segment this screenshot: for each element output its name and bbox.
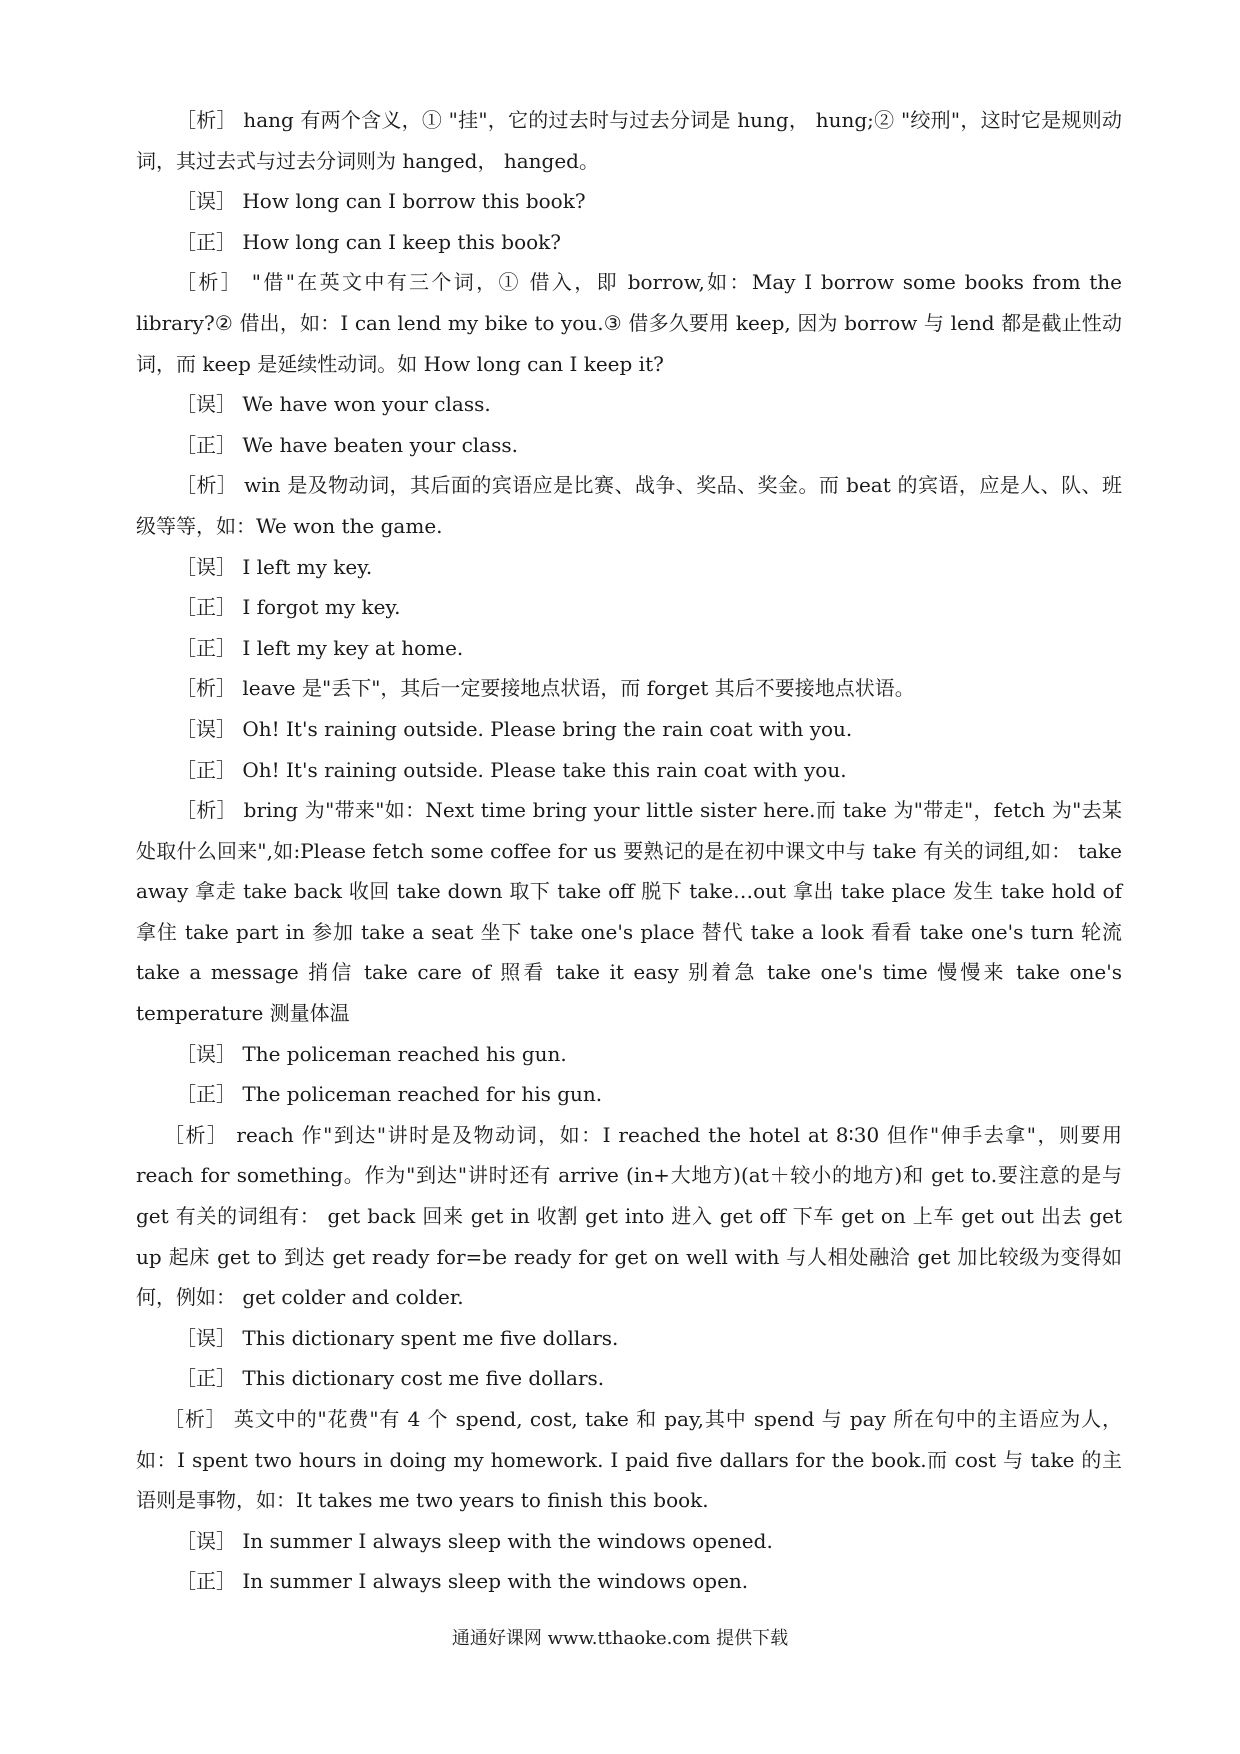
paragraph-wrong-reached: ［误］ The policeman reached his gun. xyxy=(176,1041,567,1066)
document-body xyxy=(136,100,1122,1602)
paragraph-correct-keep: ［正］ How long can I keep this book? xyxy=(176,229,562,254)
paragraph-wrong-spent: ［误］ This dictionary spent me five dollars. xyxy=(176,1325,619,1350)
paragraph-analysis-spend: ［析］ 英文中的"花费"有 4 个 spend, cost, take 和 pay,其中 spend 与 pay 所在句中的主语应为人，如：I spent two hours in doing my homework. I paid five dallars for the book.而 cost 与 take 的主语则是事物，如：It takes me two years to finish this book. xyxy=(136,1407,1122,1513)
paragraph-analysis-win: ［析］ win 是及物动词，其后面的宾语应是比赛、战争、奖品、奖金。而 beat 的宾语，应是人、队、班级等等，如：We won the game. xyxy=(136,473,1122,538)
paragraph-correct-cost: ［正］ This dictionary cost me five dollars. xyxy=(176,1366,605,1391)
paragraph-correct-open: ［正］ In summer I always sleep with the windows open. xyxy=(176,1569,749,1594)
paragraph-wrong-won: ［误］ We have won your class. xyxy=(176,392,491,417)
paragraph-wrong-opened: ［误］ In summer I always sleep with the windows opened. xyxy=(176,1528,773,1553)
paragraph-wrong-left: ［误］ I left my key. xyxy=(176,554,373,579)
paragraph-correct-forgot: ［正］ I forgot my key. xyxy=(176,595,401,620)
paragraph-correct-left-home: ［正］ I left my key at home. xyxy=(176,635,464,660)
paragraph-analysis-reach: ［析］ reach 作"到达"讲时是及物动词，如：I reached the hotel at 8∶30 但作"伸手去拿"，则要用 reach for something。作为"到达"讲时还有 arrive (in+大地方)(at＋较小的地方)和 get to.要注意的是与 get 有关的词组有： get back 回来 get in 收割 get into 进入 get off 下车 get on 上车 get out 出去 get up 起床 get to 到达 get ready for=be ready for get on well with 与人相处融洽 get 加比较级为变得如何，例如： get colder and colder. xyxy=(136,1122,1122,1310)
paragraph-correct-beaten: ［正］ We have beaten your class. xyxy=(176,432,518,457)
paragraph-analysis-leave: ［析］ leave 是"丢下"，其后一定要接地点状语，而 forget 其后不要接地点状语。 xyxy=(176,676,915,701)
paragraph-analysis-borrow: ［析］ "借"在英文中有三个词，① 借入，即 borrow,如：May I borrow some books from the library?② 借出，如：I can lend my bike to you.③ 借多久要用 keep, 因为 borrow 与 lend 都是截止性动词，而 keep 是延续性动词。如 How long can I keep it? xyxy=(136,270,1122,376)
page-footer: 通通好课网 www.tthaoke.com 提供下载 xyxy=(451,1628,789,1649)
paragraph-wrong-bring: ［误］ Oh! It's raining outside. Please bring the rain coat with you. xyxy=(176,716,853,741)
paragraph-analysis-hang: ［析］ hang 有两个含义，① "挂"，它的过去时与过去分词是 hung， hung;② "绞刑"，这时它是规则动词，其过去式与过去分词则为 hanged， hanged。 xyxy=(136,108,1122,173)
paragraph-analysis-bring: ［析］ bring 为"带来"如：Next time bring your little sister here.而 take 为"带走"，fetch 为"去某处取什么回来",如:Please fetch some coffee for us 要熟记的是在初中课文中与 take 有关的词组,如： take away 拿走 take back 收回 take down 取下 take off 脱下 take…out 拿出 take place 发生 take hold of 拿住 take part in 参加 take a seat 坐下 take one's place 替代 take a look 看看 take one's turn 轮流 take a message 捎信 take care of 照看 take it easy 别着急 take one's time 慢慢来 take one's temperature 测量体温 xyxy=(136,798,1122,1026)
paragraph-wrong-borrow: ［误］ How long can I borrow this book? xyxy=(176,189,586,214)
paragraph-correct-reached-for: ［正］ The policeman reached for his gun. xyxy=(176,1082,603,1107)
paragraph-correct-take: ［正］ Oh! It's raining outside. Please take this rain coat with you. xyxy=(176,757,847,782)
